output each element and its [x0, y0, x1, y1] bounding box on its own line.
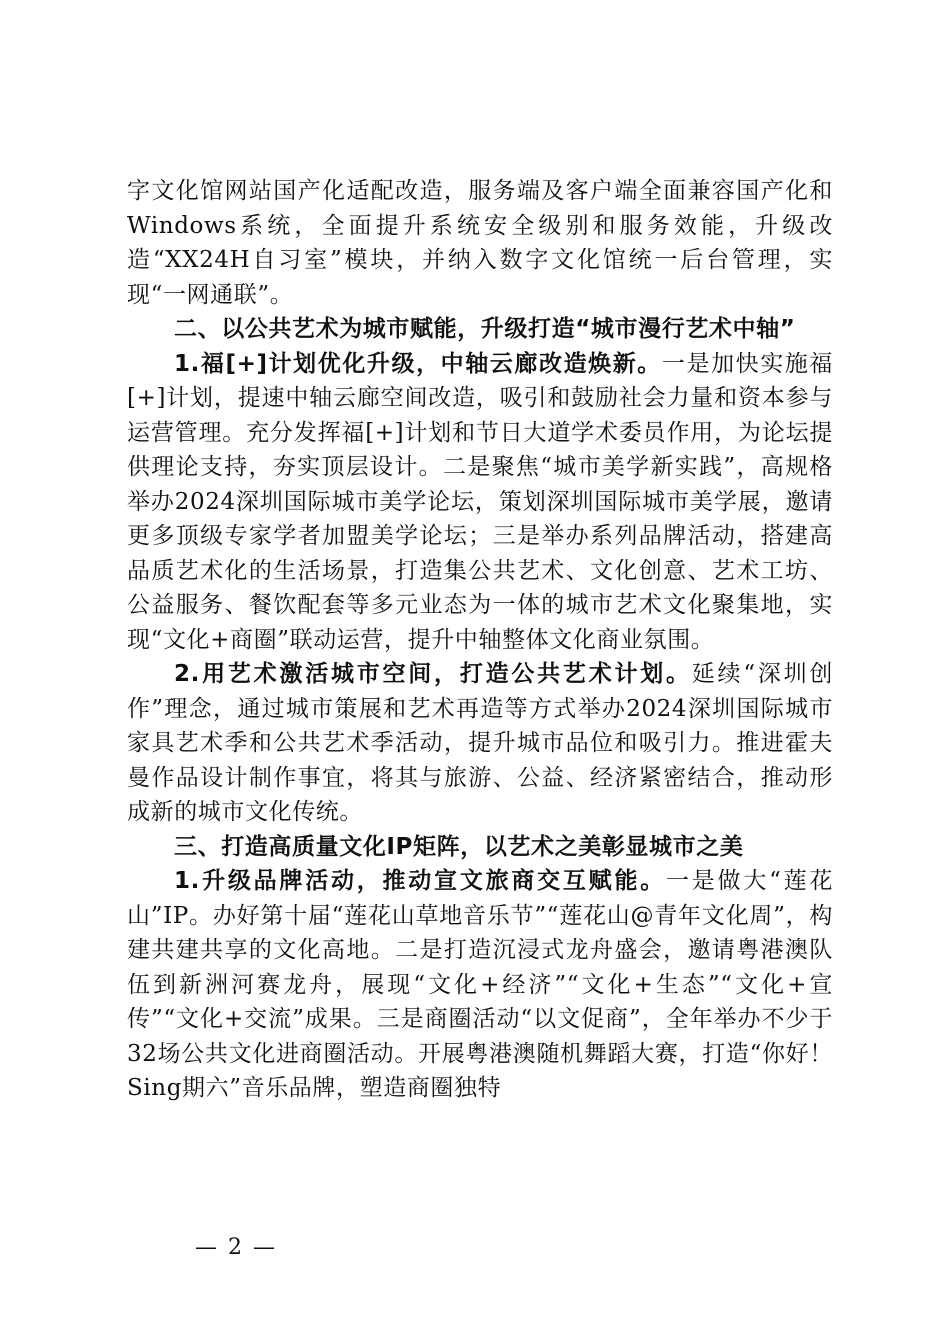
item-3-body: 一是做大“莲花山”IP。办好第十届“莲花山草地音乐节”“莲花山@青年文化周”，构建共建共享的文化高地。二是打造沉浸式龙舟盛会，邀请粤港澳队伍到新洲河赛龙舟，展现“文化+经济”“文化+生态”“文化+宣传”“文化+交流”成果。三是商圈活动“以文促商”，全年举办不少于32场公共文化进商圈活动。开展粤港澳随机舞蹈大赛，打造“你好！Sing期六”音乐品牌，塑造商圈独特: [127, 868, 833, 1101]
item-2-body: 延续“深圳创作”理念，通过城市策展和艺术再造等方式举办2024深圳国际城市家具艺术季和公共艺术季活动，提升城市品位和吸引力。推进霍夫曼作品设计制作事宜，将其与旅游、公益、经济紧密结合，推动形成新的城市文化传统。: [127, 661, 833, 825]
paragraph-item-1: [127, 347, 833, 658]
section-heading-2: 二、以公共艺术为城市赋能，升级打造“城市漫行艺术中轴”: [174, 316, 796, 342]
item-1-lead: 1.福[+]计划优化升级，中轴云廊改造焕新。: [174, 350, 662, 377]
item-3-lead: 1.升级品牌活动，推动宣文旅商交互赋能。: [174, 868, 666, 894]
item-2-lead: 2.用艺术激活城市空间，打造公共艺术计划。: [174, 661, 692, 687]
page-number: — 2 —: [195, 1235, 277, 1260]
paragraph-item-3: [127, 864, 833, 1106]
paragraph-intro: 字文化馆网站国产化适配改造，服务端及客户端全面兼容国产化和Windows系统，全面提升系统安全级别和服务效能，升级改造“XX24H自习室”模块，并纳入数字文化馆统一后台管理，实现“一网通联”。: [127, 178, 833, 308]
paragraph-item-2: [127, 657, 833, 830]
item-1-body: 一是加快实施福[+]计划，提速中轴云廊空间改造，吸引和鼓励社会力量和资本参与运营管理。充分发挥福[+]计划和节日大道学术委员作用，为论坛提供理论支持，夯实顶层设计。二是聚焦“城市美学新实践”，高规格举办2024深圳国际城市美学论坛，策划深圳国际城市美学展，邀请更多顶级专家学者加盟美学论坛；三是举办系列品牌活动，搭建高品质艺术化的生活场景，打造集公共艺术、文化创意、艺术工坊、公益服务、餐饮配套等多元业态为一体的城市艺术文化聚集地，实现“文化+商圈”联动运营，提升中轴整体文化商业氛围。: [127, 350, 833, 653]
document-body: [127, 174, 833, 1106]
section-heading-3: 三、打造高质量文化IP矩阵，以艺术之美彰显城市之美: [174, 833, 744, 860]
